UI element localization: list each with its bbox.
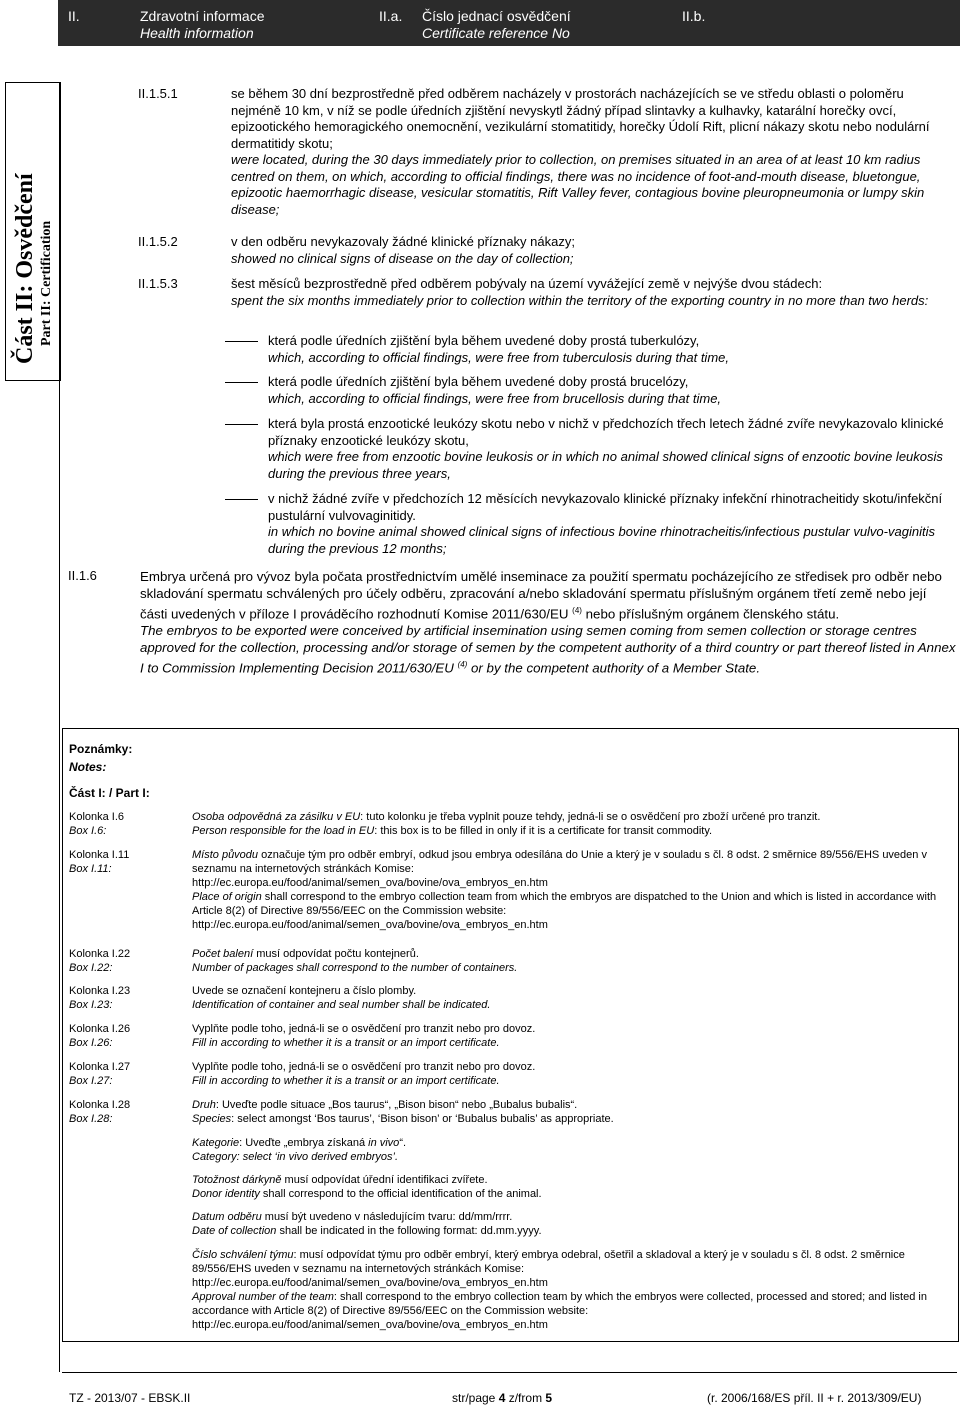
list-item-cz: v nichž žádné zvíře v předchozích 12 měsících nevykazovalo klinické příznaky infekční rhinotracheitidy skotu/infekční pustulární vulvovaginitidy. — [268, 491, 943, 523]
note-text-en: Identification of container and seal number shall be indicated. — [192, 999, 491, 1011]
box-label-cz: Kolonka I.27 — [69, 1061, 131, 1073]
item-text-en-part: The embryos to be exported were conceived by artificial insemination using semen coming from semen collection or storage centres approved for the collection, processing and/or storage of semen by the competent authority of a third country or part thereof listed in Annex I to Commission Implementing Decision 2011/630/EU — [140, 623, 956, 676]
note-text: : Uveďte „embrya získaná — [239, 1137, 369, 1149]
item-text-cz — [140, 568, 956, 622]
page-mid: z/from — [505, 1391, 546, 1405]
note-term: Datum odběru — [192, 1211, 262, 1223]
notes-part-heading: Část I: / Part I: — [69, 786, 150, 800]
footer-page-number — [452, 1391, 552, 1405]
note-term: Number of packages — [192, 962, 294, 974]
page-current: 4 — [498, 1391, 506, 1405]
note-box-27 — [192, 1060, 948, 1088]
box-label — [69, 1060, 130, 1088]
note-text: in vivo — [368, 1137, 400, 1149]
note-text: shall be indicated in the following format: dd.mm.yyyy. — [276, 1225, 542, 1237]
item-number: II.1.6 — [68, 568, 97, 583]
note-text: shall correspond to the number of containers. — [293, 962, 518, 974]
note-text-en: Fill in according to whether it is a transit or an import certificate. — [192, 1075, 500, 1087]
item-text-cz-part: nebo příslušným orgánem členského státu. — [581, 606, 840, 622]
item-number: II.1.5.3 — [138, 276, 178, 291]
note-box-6 — [192, 810, 948, 838]
list-item-en: which were free from enzootic bovine leukosis or in which no animal showed clinical signs of enzootic bovine leukosis during the previous three years, — [268, 449, 943, 481]
item-text-cz-part: Embrya určená pro vývoz byla počata prostřednictvím umělé inseminace za použití spermatu pocházejícího ze středisek pro odběr nebo skladování spermatu schválených pro účely odběru, zpracování a/nebo skladování spermatu příslušným orgánem třetí země nebo její části uvedených v příloze I prováděcího rozhodnutí Komise 2011/630/EU — [140, 569, 942, 622]
list-item-cz: která byla prostá enzootické leukózy skotu nebo v nichž v předchozích třech letech žádné zvíře nevykazovalo klinické příznaky enzootické leukózy skotu, — [268, 416, 944, 448]
item-text-cz: se během 30 dní bezprostředně před odběrem nacházely v prostorách nacházejících se ve středu oblasti o poloměru nejméně 10 km, v níž se podle úředních zjištění nevyskytl žádný případ slintavky a kulhavky, katarální horečky ovcí, epizootického hemoragického onemocnění, vezikulární stomatitidy, horečky Údolí Rift, plicní nákazy skotu nebo nodulární dermatitidy skotu; — [231, 86, 930, 151]
item-text — [231, 234, 956, 267]
website-url: http://ec.europa.eu/food/animal/semen_ova/bovine/ova_embryos_en.htm — [192, 877, 548, 889]
item-text-en: spent the six months immediately prior to collection within the territory of the exporting country in no more than two herds: — [231, 292, 929, 308]
box-label — [69, 810, 124, 838]
item-number: II.1.5.2 — [138, 234, 178, 249]
note-text: : shall correspond to the embryo collection team by which the embryos were collected, processed and stored; and listed in accordance with Article 8(2) of Directive 89/556/EEC on the Commission website: — [192, 1291, 927, 1317]
item-text-cz: v den odběru nevykazovaly žádné klinické příznaky nákazy; — [231, 234, 575, 249]
ref-number: II.a. — [379, 8, 403, 24]
note-text: “. — [399, 1137, 407, 1149]
list-item — [268, 333, 956, 366]
dash-bullet — [225, 424, 258, 425]
note-text: : tuto kolonku je třeba vyplnit pouze tehdy, jedná-li se o osvědčení pro zboží určené pro tranzit. — [360, 811, 821, 823]
note-text: : Uveďte podle situace „Bos taurus“, „Bison bison“ nebo „Bubalus bubalis“. — [215, 1099, 578, 1111]
note-box-22 — [192, 947, 948, 975]
note-text-cz: Vyplňte podle toho, jedná-li se o osvědčení pro tranzit nebo pro dovoz. — [192, 1061, 536, 1073]
note-term: Place of origin — [192, 891, 262, 903]
dash-bullet — [225, 499, 258, 500]
note-text: shall correspond to the embryo collection team from which the embryos are dispatched to the Union and which is listed in accordance with Article 8(2) of Directive 89/556/EEC on the Commission website: — [192, 891, 937, 917]
box-label — [69, 1098, 130, 1126]
item-text-en: were located, during the 30 days immediately prior to collection, on premises situated in an area of at least 10 km radius centred on them, on which, according to official findings, there was no incidence of foot-and-mouth disease, bluetongue, epizootic haemorrhagic disease, vesicular stomatitis, Rift Valley fever, contagious bovine pleuropneumonia or lumpy skin disease; — [231, 152, 925, 217]
website-url: http://ec.europa.eu/food/animal/semen_ova/bovine/ova_embryos_en.htm — [192, 919, 548, 931]
page-total: 5 — [545, 1391, 553, 1405]
box-label-en: Box I.6: — [69, 825, 107, 837]
box-label-en: Box I.28: — [69, 1113, 113, 1125]
note-term: Totožnost dárkyně — [192, 1174, 282, 1186]
footnote-ref: (4) — [572, 606, 582, 615]
box-label-en: Box I.26: — [69, 1037, 113, 1049]
dash-bullet — [225, 341, 258, 342]
box-label — [69, 1022, 130, 1050]
note-box-11 — [192, 848, 948, 932]
box-label-en: Box I.22: — [69, 962, 113, 974]
note-box-28-species — [192, 1098, 948, 1126]
item-text — [231, 86, 956, 218]
section-header-bar — [58, 0, 960, 46]
box-label-cz: Kolonka I.26 — [69, 1023, 131, 1035]
list-item — [268, 491, 956, 557]
health-info-title-cz: Zdravotní informace — [140, 8, 265, 24]
note-text-en: Fill in according to whether it is a transit or an import certificate. — [192, 1037, 500, 1049]
note-term: Místo původu — [192, 849, 259, 861]
box-label — [69, 848, 129, 876]
list-item — [268, 416, 956, 482]
box-label-en: Box I.11: — [69, 863, 112, 875]
box-label-cz: Kolonka I.22 — [69, 948, 131, 960]
note-term: Druh — [192, 1099, 216, 1111]
list-item-cz: která podle úředních zjištění byla během uvedené doby prostá tuberkulózy, — [268, 333, 700, 348]
box-label-cz: Kolonka I.6 — [69, 811, 125, 823]
website-url: http://ec.europa.eu/food/animal/semen_ova/bovine/ova_embryos_en.htm — [192, 1319, 548, 1331]
list-item-cz: která podle úředních zjištění byla během uvedené doby prostá brucelózy, — [268, 374, 689, 389]
list-item-en: in which no bovine animal showed clinical signs of infectious bovine rhinotracheitis/infectious pustular vulvo-vaginitis during the previous 12 months; — [268, 524, 935, 556]
note-box-23 — [192, 984, 948, 1012]
note-box-28-donor — [192, 1173, 948, 1201]
item-text-en — [140, 622, 956, 676]
note-term: Species — [192, 1113, 232, 1125]
note-term: Donor identity — [192, 1188, 260, 1200]
note-term: Date of collection — [192, 1225, 277, 1237]
note-text: : this box is to be filled in only if it is a certificate for transit commodity. — [374, 825, 713, 837]
box-label-cz: Kolonka I.23 — [69, 985, 131, 997]
note-term: Číslo schválení týmu — [192, 1249, 294, 1261]
footnote-ref: (4) — [457, 660, 468, 670]
item-text — [140, 568, 956, 677]
note-term: Počet balení — [192, 948, 254, 960]
note-text: označuje tým pro odběr embryí, odkud jsou embrya odesílána do Unie a který je v souladu s čl. 8 odst. 2 směrnice 89/556/EHS uveden v seznamu na internetových stránkách Komise: — [192, 849, 927, 875]
note-text-en: Category: select ‘in vivo derived embryos’. — [192, 1151, 399, 1163]
note-text: musí odpovídat úřední identifikaci zvířete. — [281, 1174, 488, 1186]
box-label-cz: Kolonka I.11 — [69, 849, 130, 861]
note-text: : select amongst ‘Bos taurus’, ‘Bison bison’ or ‘Bubalus bubalis’ as appropriate. — [231, 1113, 614, 1125]
box-label — [69, 947, 130, 975]
section-number: II. — [68, 8, 80, 24]
page-prefix: str/page — [452, 1391, 499, 1405]
dash-bullet — [225, 382, 258, 383]
note-text: : musí odpovídat týmu pro odběr embryí, který embrya odebral, ošetřil a skladoval a který je v souladu s čl. 8 odst. 2 směrnice 89/556/EHS uveden v seznamu na internetových stránkách Komise: — [192, 1249, 905, 1275]
notes-title-en: Notes: — [69, 760, 107, 774]
item-number: II.1.5.1 — [138, 86, 178, 101]
item-text-en-part: or by the competent authority of a Member State. — [467, 660, 761, 676]
footer-divider — [62, 1372, 957, 1373]
side-title-en: Part II: Certification — [39, 220, 54, 346]
box-label-en: Box I.23: — [69, 999, 113, 1011]
side-certification-panel — [5, 82, 61, 381]
note-text-cz: Uvede se označení kontejneru a číslo plomby. — [192, 985, 417, 997]
note-box-28-approval — [192, 1248, 948, 1332]
list-item — [268, 374, 956, 407]
note-text: musí odpovídat počtu kontejnerů. — [253, 948, 419, 960]
note-term: Osoba odpovědná za zásilku v EU — [192, 811, 361, 823]
footer-doc-code: TZ - 2013/07 - EBSK.II — [69, 1391, 191, 1405]
list-item-en: which, according to official findings, were free from brucellosis during that time, — [268, 390, 722, 406]
side-title-cz: Část II: Osvědčení — [12, 173, 38, 364]
note-box-28-category — [192, 1136, 948, 1164]
health-info-title-en: Health information — [140, 25, 254, 41]
box-label — [69, 984, 130, 1012]
list-item-en: which, according to official findings, were free from tuberculosis during that time, — [268, 349, 729, 365]
note-term: Kategorie — [192, 1137, 240, 1149]
note-term: Approval number of the team — [192, 1291, 334, 1303]
item-text-cz: šest měsíců bezprostředně před odběrem pobývaly na území vyvážející země v nejvýše dvou stádech: — [231, 276, 823, 291]
notes-title-cz: Poznámky: — [69, 742, 133, 756]
note-text-cz: Vyplňte podle toho, jedná-li se o osvědčení pro tranzit nebo pro dovoz. — [192, 1023, 536, 1035]
note-box-28-date — [192, 1210, 948, 1238]
ref-b-number: II.b. — [682, 8, 706, 24]
note-text: musí být uvedeno v následujícím tvaru: dd/mm/rrrr. — [261, 1211, 513, 1223]
box-label-en: Box I.27: — [69, 1075, 113, 1087]
note-term: Person responsible for the load in EU — [192, 825, 375, 837]
certificate-ref-en: Certificate reference No — [422, 25, 570, 41]
note-text: shall correspond to the official identification of the animal. — [259, 1188, 542, 1200]
footer-legal-ref: (r. 2006/168/ES příl. II + r. 2013/309/EU) — [707, 1391, 922, 1405]
item-text-en: showed no clinical signs of disease on the day of collection; — [231, 250, 574, 266]
box-label-cz: Kolonka I.28 — [69, 1099, 131, 1111]
item-text — [231, 276, 956, 309]
certificate-ref-cz: Číslo jednací osvědčení — [422, 8, 571, 24]
website-url: http://ec.europa.eu/food/animal/semen_ova/bovine/ova_embryos_en.htm — [192, 1277, 548, 1289]
note-box-26 — [192, 1022, 948, 1050]
